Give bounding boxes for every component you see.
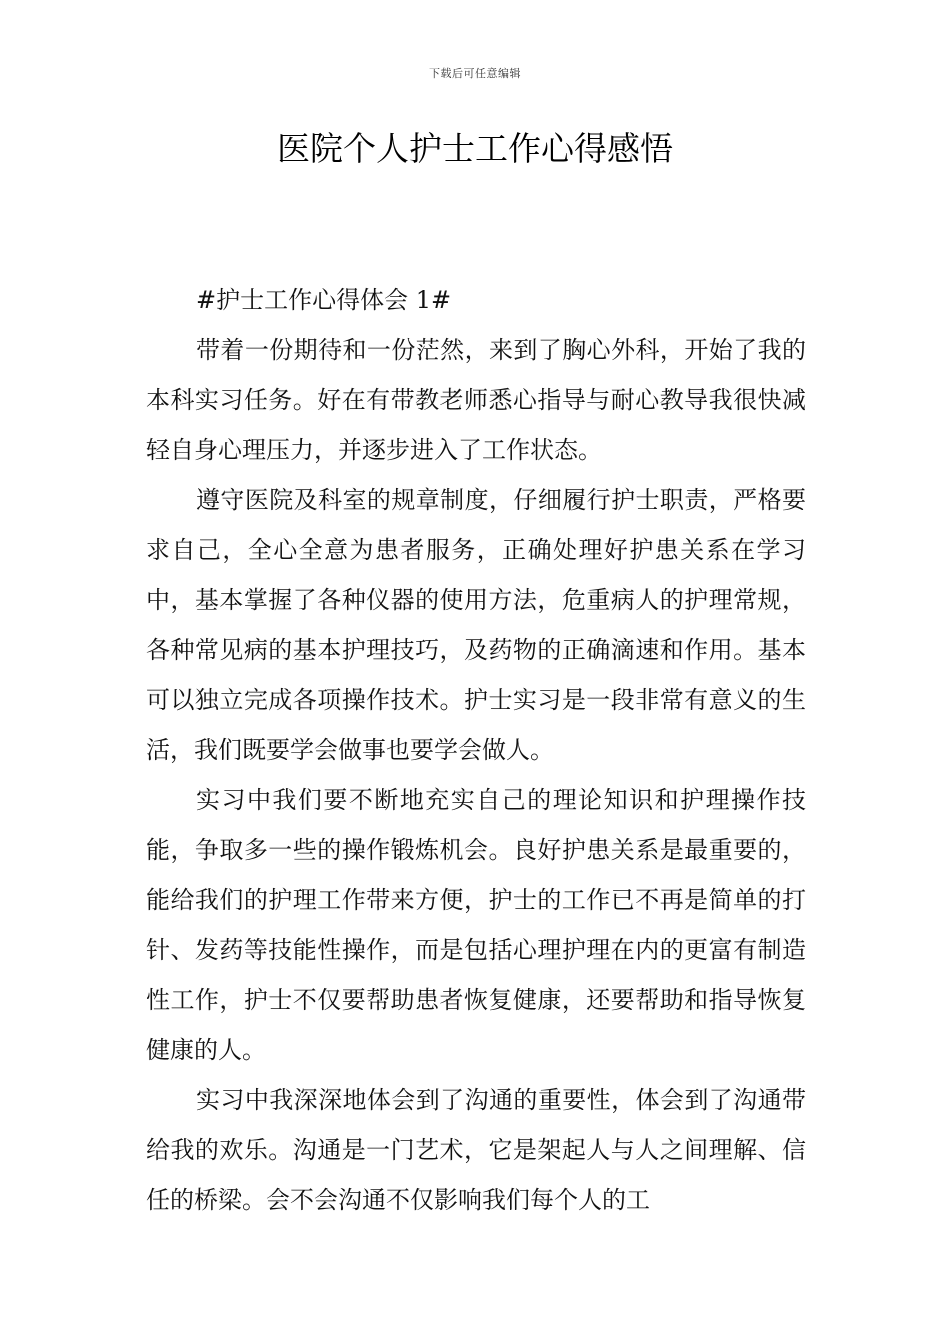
- header-note: 下载后可任意编辑: [429, 67, 521, 80]
- paragraph-3: 实习中我们要不断地充实自己的理论知识和护理操作技能，争取多一些的操作锻炼机会。良好护患关系是最重要的，能给我们的护理工作带来方便，护士的工作已不再是简单的打针、发药等技能性操作，而是包括心理护理在内的更富有制造性工作，护士不仅要帮助患者恢复健康，还要帮助和指导恢复健康的人。: [146, 786, 806, 1064]
- paragraph-2: 遵守医院及科室的规章制度，仔细履行护士职责，严格要求自己，全心全意为患者服务，正确处理好护患关系在学习中，基本掌握了各种仪器的使用方法，危重病人的护理常规，各种常见病的基本护理技巧，及药物的正确滴速和作用。基本可以独立完成各项操作技术。护士实习是一段非常有意义的生活，我们既要学会做事也要学会做人。: [146, 486, 806, 764]
- paragraph-1: 带着一份期待和一份茫然，来到了胸心外科，开始了我的本科实习任务。好在有带教老师悉心指导与耐心教导我很快减轻自身心理压力，并逐步进入了工作状态。: [146, 336, 806, 464]
- paragraph-4: 实习中我深深地体会到了沟通的重要性，体会到了沟通带给我的欢乐。沟通是一门艺术，它是架起人与人之间理解、信任的桥梁。会不会沟通不仅影响我们每个人的工: [146, 1086, 806, 1214]
- section-heading: #护士工作心得体会 1#: [196, 286, 452, 314]
- document-title: 医院个人护士工作心得感悟: [277, 129, 673, 168]
- document-body: [146, 275, 806, 1225]
